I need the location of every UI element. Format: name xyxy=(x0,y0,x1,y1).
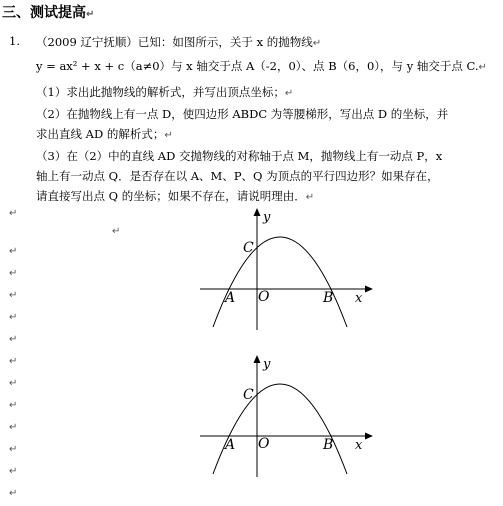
y-axis-arrow-icon xyxy=(254,208,261,216)
x-axis-label: x xyxy=(355,291,363,306)
return-mark-icon: ↵ xyxy=(9,268,18,279)
return-mark-icon: ↵ xyxy=(9,356,18,367)
point-c-label: C xyxy=(243,240,254,256)
return-mark-icon: ↵ xyxy=(112,226,121,237)
return-mark-icon: ↵ xyxy=(9,334,18,345)
question-1 xyxy=(36,84,293,100)
point-b-label: B xyxy=(323,437,334,453)
section-heading xyxy=(2,2,94,22)
return-mark-icon: ↵ xyxy=(9,444,18,455)
return-mark-icon: ↵ xyxy=(9,312,18,323)
question-2-text-2: 求出直线 AD 的解析式； xyxy=(36,127,165,141)
parabola-figure-1 xyxy=(195,205,375,335)
point-a-label: A xyxy=(225,437,236,453)
question-3-text-1: （3）在（2）中的直线 AD 交抛物线的对称轴于点 M，抛物线上有一动点 P，x xyxy=(36,149,443,163)
parabola-curve xyxy=(213,384,347,474)
point-a-label: A xyxy=(225,290,236,306)
return-mark-icon: ↵ xyxy=(9,208,18,219)
x-axis-arrow-icon xyxy=(365,433,373,440)
parabola-curve xyxy=(213,237,347,327)
return-mark-icon: ↵ xyxy=(9,466,18,477)
origin-label: O xyxy=(258,289,270,305)
point-b-label: B xyxy=(323,290,334,306)
return-mark-icon: ↵ xyxy=(305,192,315,203)
x-axis-label: x xyxy=(355,438,363,453)
problem-number: 1. xyxy=(9,34,20,48)
point-c-label: C xyxy=(243,387,254,403)
section-heading-text: 三、测试提高 xyxy=(2,5,86,21)
question-3-text-3: 请直接写出点 Q 的坐标；如果不存在，请说明理由． xyxy=(36,189,306,203)
problem-equation-text: y = ax² + x + c（a≠0）与 x 轴交于点 A（-2，0）、点 B（6，0），与 y 轴交于点 C. xyxy=(36,59,479,73)
question-3-line-1 xyxy=(36,148,442,164)
parabola-figure-2 xyxy=(195,352,375,482)
return-mark-icon: ↵ xyxy=(9,246,18,257)
question-3-line-2 xyxy=(36,168,439,184)
problem-intro xyxy=(36,34,321,50)
question-2-text-1: （2）在抛物线上有一点 D，使四边形 ABDC 为等腰梯形，写出点 D 的坐标，并 xyxy=(36,107,449,121)
return-mark-icon: ↵ xyxy=(312,38,322,49)
question-2-line-2 xyxy=(36,126,173,142)
return-mark-icon: ↵ xyxy=(164,130,173,141)
question-3-text-2: 轴上有一动点 Q．是否存在以 A、M、P、Q 为顶点的平行四边形？如果存在， xyxy=(36,169,439,183)
return-mark-icon: ↵ xyxy=(9,400,18,411)
x-axis-arrow-icon xyxy=(365,286,373,293)
problem-equation xyxy=(36,58,487,74)
y-axis-label: y xyxy=(263,357,271,372)
problem-intro-text: （2009 辽宁抚顺）已知：如图所示，关于 x 的抛物线 xyxy=(36,35,313,49)
return-mark-icon: ↵ xyxy=(9,378,18,389)
question-1-text: （1）求出此抛物线的解析式，并写出顶点坐标； xyxy=(36,85,285,99)
origin-label: O xyxy=(258,436,270,452)
return-mark-icon: ↵ xyxy=(9,422,18,433)
y-axis-label: y xyxy=(263,210,271,225)
question-3-line-3 xyxy=(36,188,314,204)
return-mark-icon: ↵ xyxy=(478,62,487,73)
return-mark-icon: ↵ xyxy=(9,290,18,301)
y-axis-arrow-icon xyxy=(254,355,261,363)
return-mark-icon: ↵ xyxy=(9,488,18,499)
return-mark-icon: ↵ xyxy=(284,88,294,99)
return-mark-icon: ↵ xyxy=(86,9,95,20)
question-2-line-1 xyxy=(36,106,448,122)
